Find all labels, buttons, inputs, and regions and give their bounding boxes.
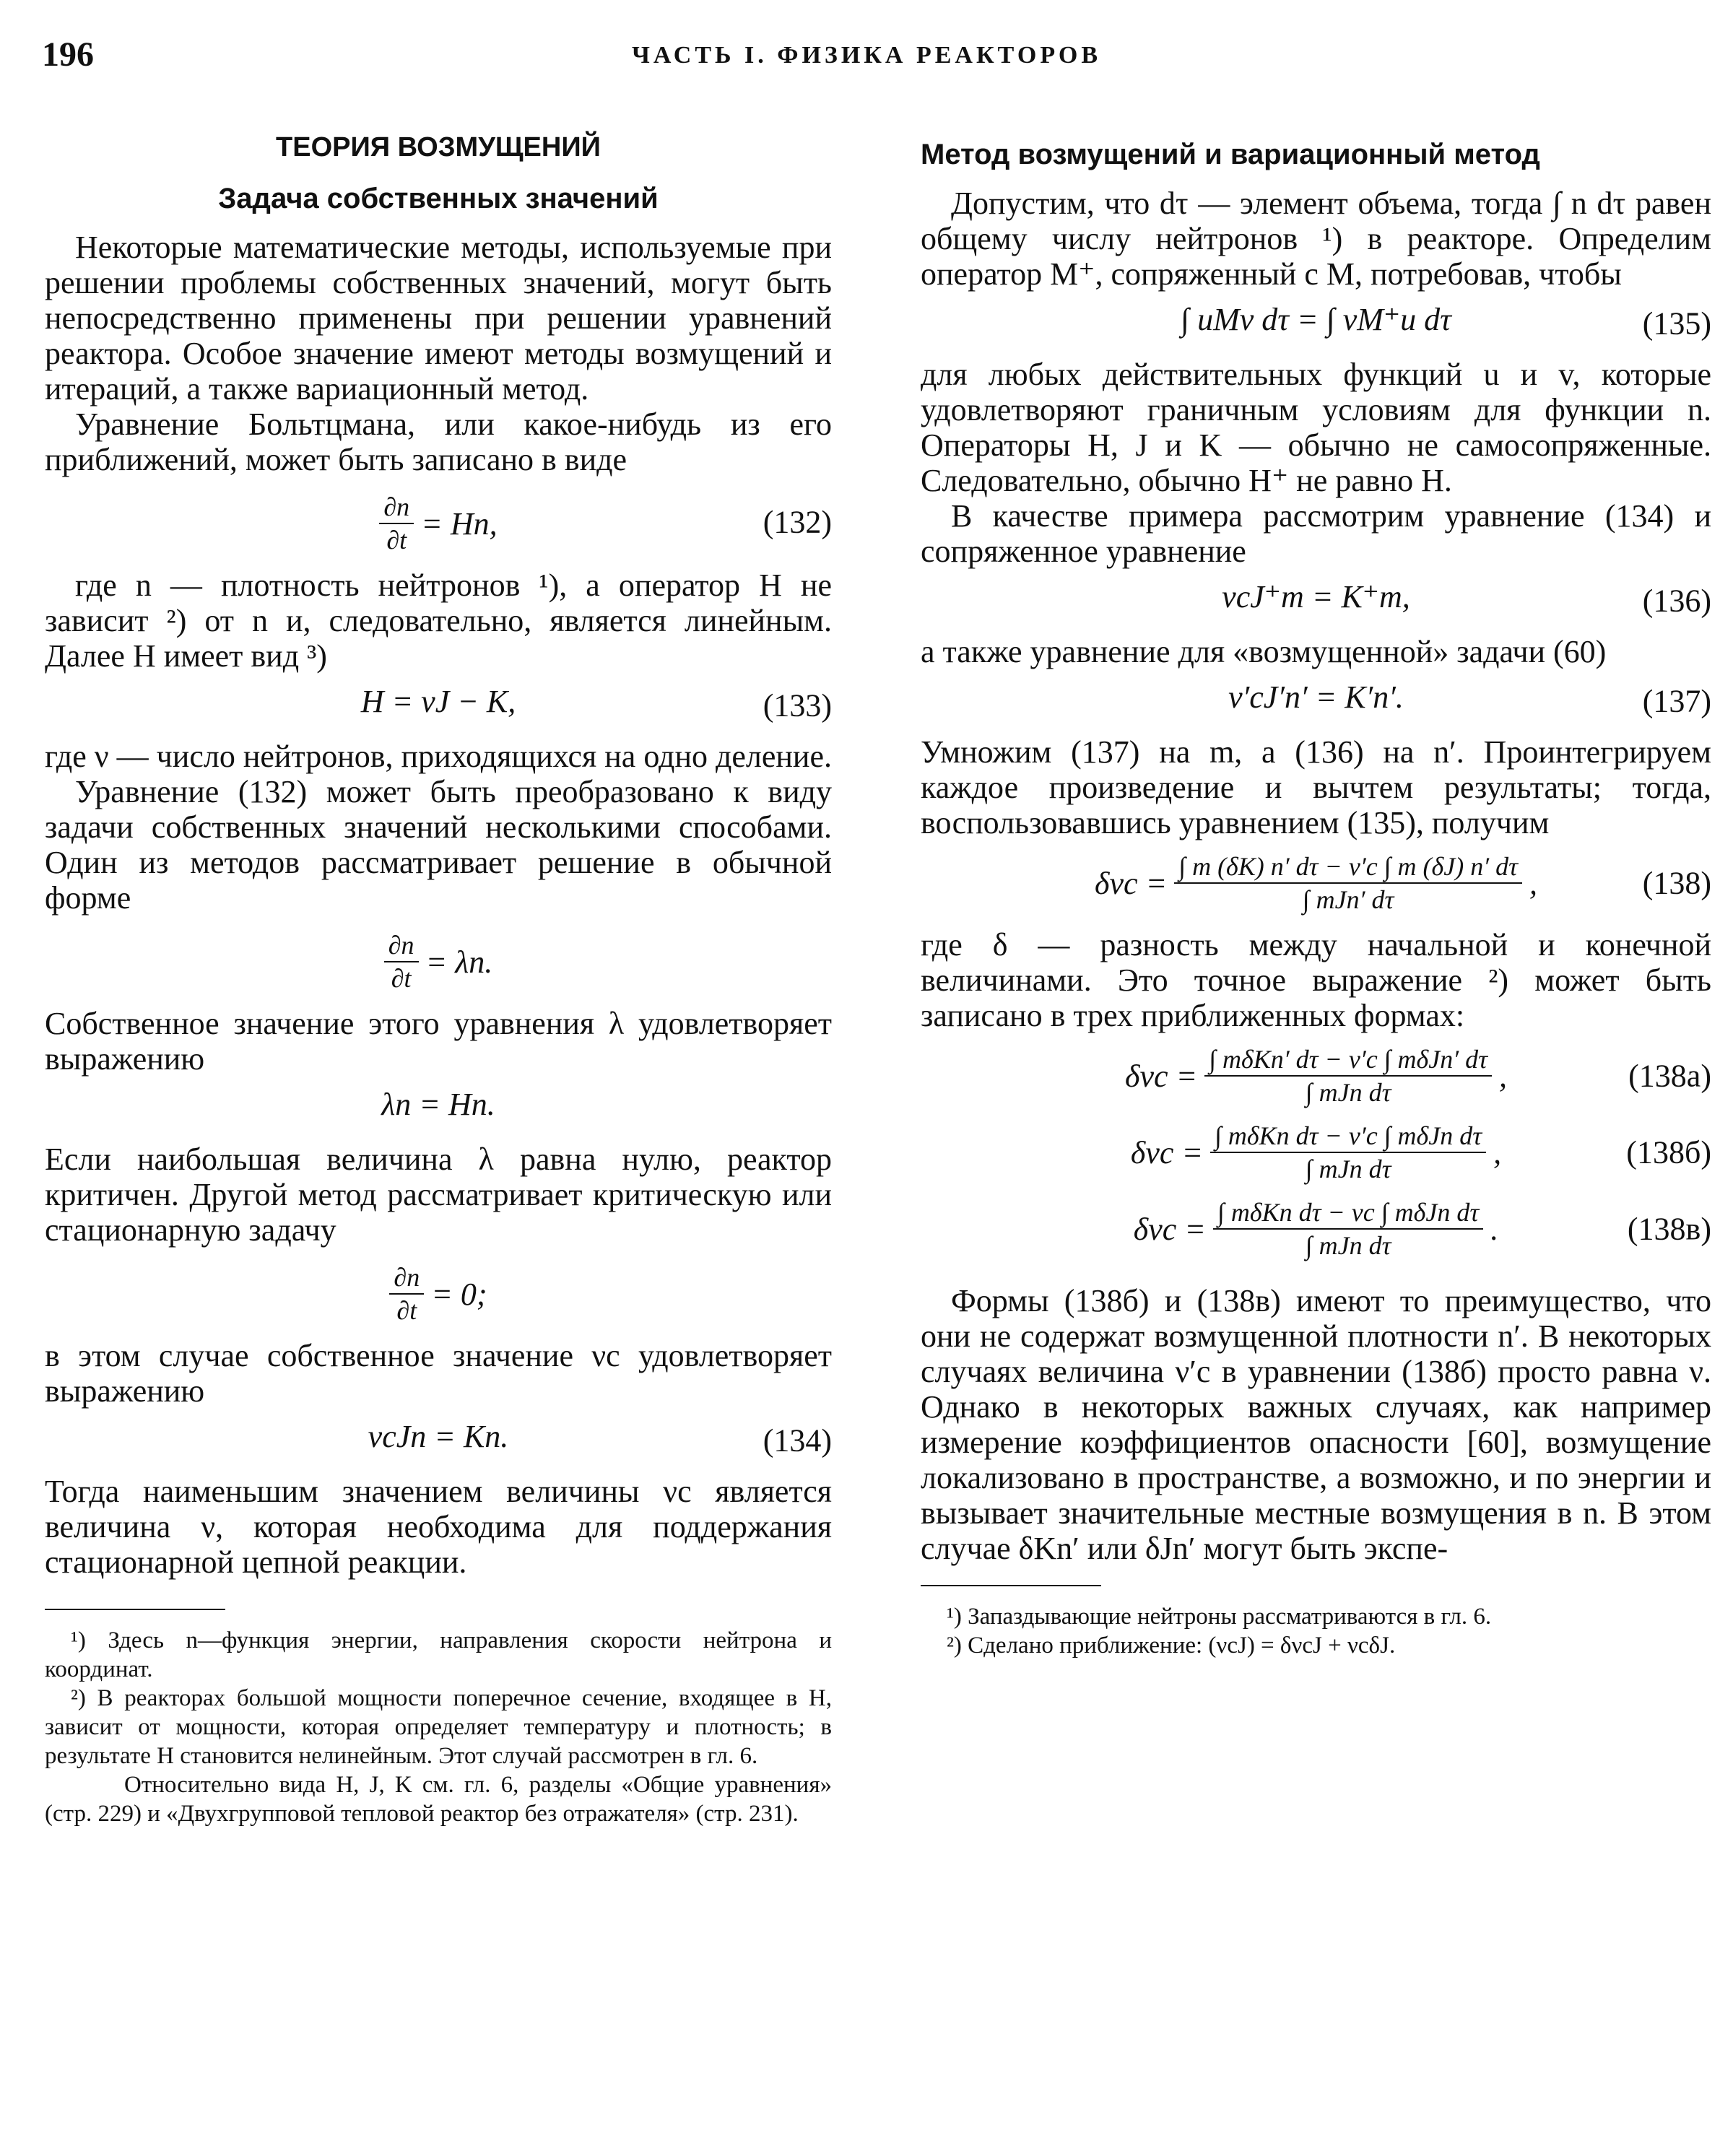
rhs: = 0; xyxy=(431,1276,487,1312)
footnote: ¹) Здесь n—функция энергии, направления скорости нейтрона и координат. xyxy=(45,1627,832,1682)
denominator: ∫ mJn dτ xyxy=(1305,1231,1391,1260)
paragraph: Тогда наименьшим значением величины νc является величина ν, которая необходима для поддержания стационарной цепной реакции. xyxy=(45,1474,832,1580)
denominator: ∫ mJn dτ xyxy=(1305,1078,1391,1107)
paragraph: Если наибольшая величина λ равна нулю, реактор критичен. Другой метод рассматривает критическую или стационарную задачу xyxy=(45,1142,832,1248)
expr: ∫ uMv dτ = ∫ vM⁺u dτ xyxy=(1181,302,1451,337)
paragraph: в этом случае собственное значение νc удовлетворяет выражению xyxy=(45,1338,832,1409)
paragraph: а также уравнение для «возмущенной» задачи (60) xyxy=(921,634,1607,669)
equation-lambda xyxy=(45,926,832,994)
expr: ν′cJ′n′ = K′n′. xyxy=(1228,679,1404,715)
paragraph: где n — плотность нейтронов ¹), а оператор H не зависит ²) от n и, следовательно, является линейным. Далее H имеет вид ³) xyxy=(45,568,832,674)
equation-138v xyxy=(921,1196,1711,1261)
equation-138b xyxy=(921,1120,1711,1185)
footnotes xyxy=(921,1602,1711,1660)
footnote: ²) В реакторах большой мощности поперечное сечение, входящее в H, зависит от мощности, которая определяет температуру и плотность; в результате H становится нелинейным. Этот случай рассмотрен в гл. 6. xyxy=(45,1685,832,1769)
footnote: Относительно вида H, J, K см. гл. 6, разделы «Общие уравнения» (стр. 229) и «Двухгрупповой тепловой реактор без отражателя» (стр. 231). xyxy=(45,1772,832,1827)
punct: , xyxy=(1499,1058,1508,1094)
numerator: ∫ mδKn dτ − ν′c ∫ mδJn dτ xyxy=(1210,1120,1486,1153)
denominator: ∂t xyxy=(386,526,407,555)
equation-number: (138а) xyxy=(1628,1058,1711,1094)
equation-138a xyxy=(921,1043,1711,1108)
running-title: ЧАСТЬ I. ФИЗИКА РЕАКТОРОВ xyxy=(631,42,1102,69)
footnote: ²) Сделано приближение: (νcJ) = δνcJ + νcδJ. xyxy=(947,1633,1396,1659)
paragraph: Допустим, что dτ — элемент объема, тогда ∫ n dτ равен общему числу нейтронов ¹) в реакторе. Определим оператор M⁺, сопряженный с M, потребовав, чтобы xyxy=(921,186,1711,292)
punct: , xyxy=(1529,865,1537,901)
numerator: ∫ mδKn′ dτ − ν′c ∫ mδJn′ dτ xyxy=(1204,1043,1492,1077)
numerator: ∂n xyxy=(389,1261,424,1295)
equation-134 xyxy=(45,1419,832,1462)
numerator: ∂n xyxy=(379,491,414,524)
paragraph: Умножим (137) на m, а (136) на n′. Проинтегрируем каждое произведение и вычтем результаты; тогда, воспользовавшись уравнением (135), получим xyxy=(921,734,1711,840)
footnote-divider xyxy=(921,1585,1101,1586)
punct: , xyxy=(1493,1134,1502,1170)
denominator: ∂t xyxy=(391,964,412,993)
footnote-divider xyxy=(45,1609,225,1610)
equation-number: (134) xyxy=(763,1422,832,1459)
lhs: δνc = xyxy=(1130,1134,1204,1170)
numerator: ∂n xyxy=(384,929,419,962)
footnotes xyxy=(45,1626,832,1828)
equation-number: (136) xyxy=(1642,583,1711,619)
footnote: ¹) Запаздывающие нейтроны рассматриваются в гл. 6. xyxy=(947,1604,1492,1630)
rhs: = Hn, xyxy=(421,505,498,542)
lhs: δνc = xyxy=(1124,1058,1198,1094)
paragraph: В качестве примера рассмотрим уравнение (134) и сопряженное уравнение xyxy=(921,498,1711,569)
denominator: ∂t xyxy=(396,1296,417,1325)
equation-number: (132) xyxy=(763,504,832,539)
expr: νcJn = Kn. xyxy=(368,1419,509,1454)
equation-ln: λn = Hn. xyxy=(381,1087,495,1122)
section-heading: ТЕОРИЯ ВОЗМУЩЕНИЙ xyxy=(276,132,601,162)
numerator: ∫ m (δK) n′ dτ − ν′c ∫ m (δJ) n′ dτ xyxy=(1174,851,1522,884)
equation-number: (138в) xyxy=(1627,1211,1711,1247)
paragraph: где ν — число нейтронов, приходящихся на одно деление. xyxy=(45,739,833,774)
equation-133 xyxy=(45,684,832,727)
denominator: ∫ mJn′ dτ xyxy=(1302,885,1394,914)
lhs: δνc = xyxy=(1095,865,1168,901)
subsection-heading: Задача собственных значений xyxy=(218,183,659,214)
paragraph: для любых действительных функций u и v, которые удовлетворяют граничным условиям для функции n. Операторы H, J и K — обычно не самосопряженные. Следовательно, обычно H⁺ не равно H. xyxy=(921,357,1711,498)
paragraph: Собственное значение этого уравнения λ удовлетворяет выражению xyxy=(45,1006,832,1077)
expr: νcJ⁺m = K⁺m, xyxy=(1222,579,1410,614)
section-heading: Метод возмущений и вариационный метод xyxy=(921,139,1540,170)
page-number: 196 xyxy=(42,35,94,74)
paragraph: Уравнение Больтцмана, или какое-нибудь из его приближений, может быть записано в виде xyxy=(45,407,832,477)
equation-number: (137) xyxy=(1642,683,1711,719)
equation-137 xyxy=(921,679,1711,723)
equation-number: (138б) xyxy=(1626,1134,1711,1170)
equation-zero xyxy=(45,1258,832,1326)
paragraph: где δ — разность между начальной и конечной величинами. Это точное выражение ²) может быть записано в трех приближенных формах: xyxy=(921,927,1711,1033)
equation-136 xyxy=(921,579,1711,622)
expr: H = νJ − K, xyxy=(360,684,516,719)
lhs: δνc = xyxy=(1133,1211,1206,1247)
right-column xyxy=(921,137,1711,1660)
punct: . xyxy=(1490,1211,1499,1247)
numerator: ∫ mδKn dτ − νc ∫ mδJn dτ xyxy=(1213,1196,1483,1230)
equation-number: (135) xyxy=(1642,305,1711,342)
equation-132 xyxy=(45,487,832,556)
paragraph: Уравнение (132) может быть преобразовано к виду задачи собственных значений несколькими способами. Один из методов рассматривает решение в обычной форме xyxy=(45,774,832,916)
left-column xyxy=(45,130,832,1828)
equation-135 xyxy=(921,302,1711,345)
paragraph: Формы (138б) и (138в) имеют то преимущество, что они не содержат возмущенной плотности n′. В некоторых случаях величина ν′c в уравнении (138б) просто равна ν. Однако в некоторых важных случаях, как например измерение коэффициентов опасности [60], возмущение локализовано в пространстве, а возможно, и по энергии и вызывает значительные местные возмущения в n. В этом случае δKn′ или δJn′ могут быть экспе- xyxy=(921,1283,1711,1566)
equation-number: (133) xyxy=(763,687,832,723)
equation-number: (138) xyxy=(1642,865,1711,901)
equation-138 xyxy=(921,851,1711,916)
paragraph: Некоторые математические методы, используемые при решении проблемы собственных значений, могут быть непосредственно применены при решении уравнений реактора. Особое значение имеют методы возмущений и итераций, а также вариационный метод. xyxy=(45,230,832,407)
rhs: = λn. xyxy=(425,944,493,980)
denominator: ∫ mJn dτ xyxy=(1305,1155,1391,1183)
